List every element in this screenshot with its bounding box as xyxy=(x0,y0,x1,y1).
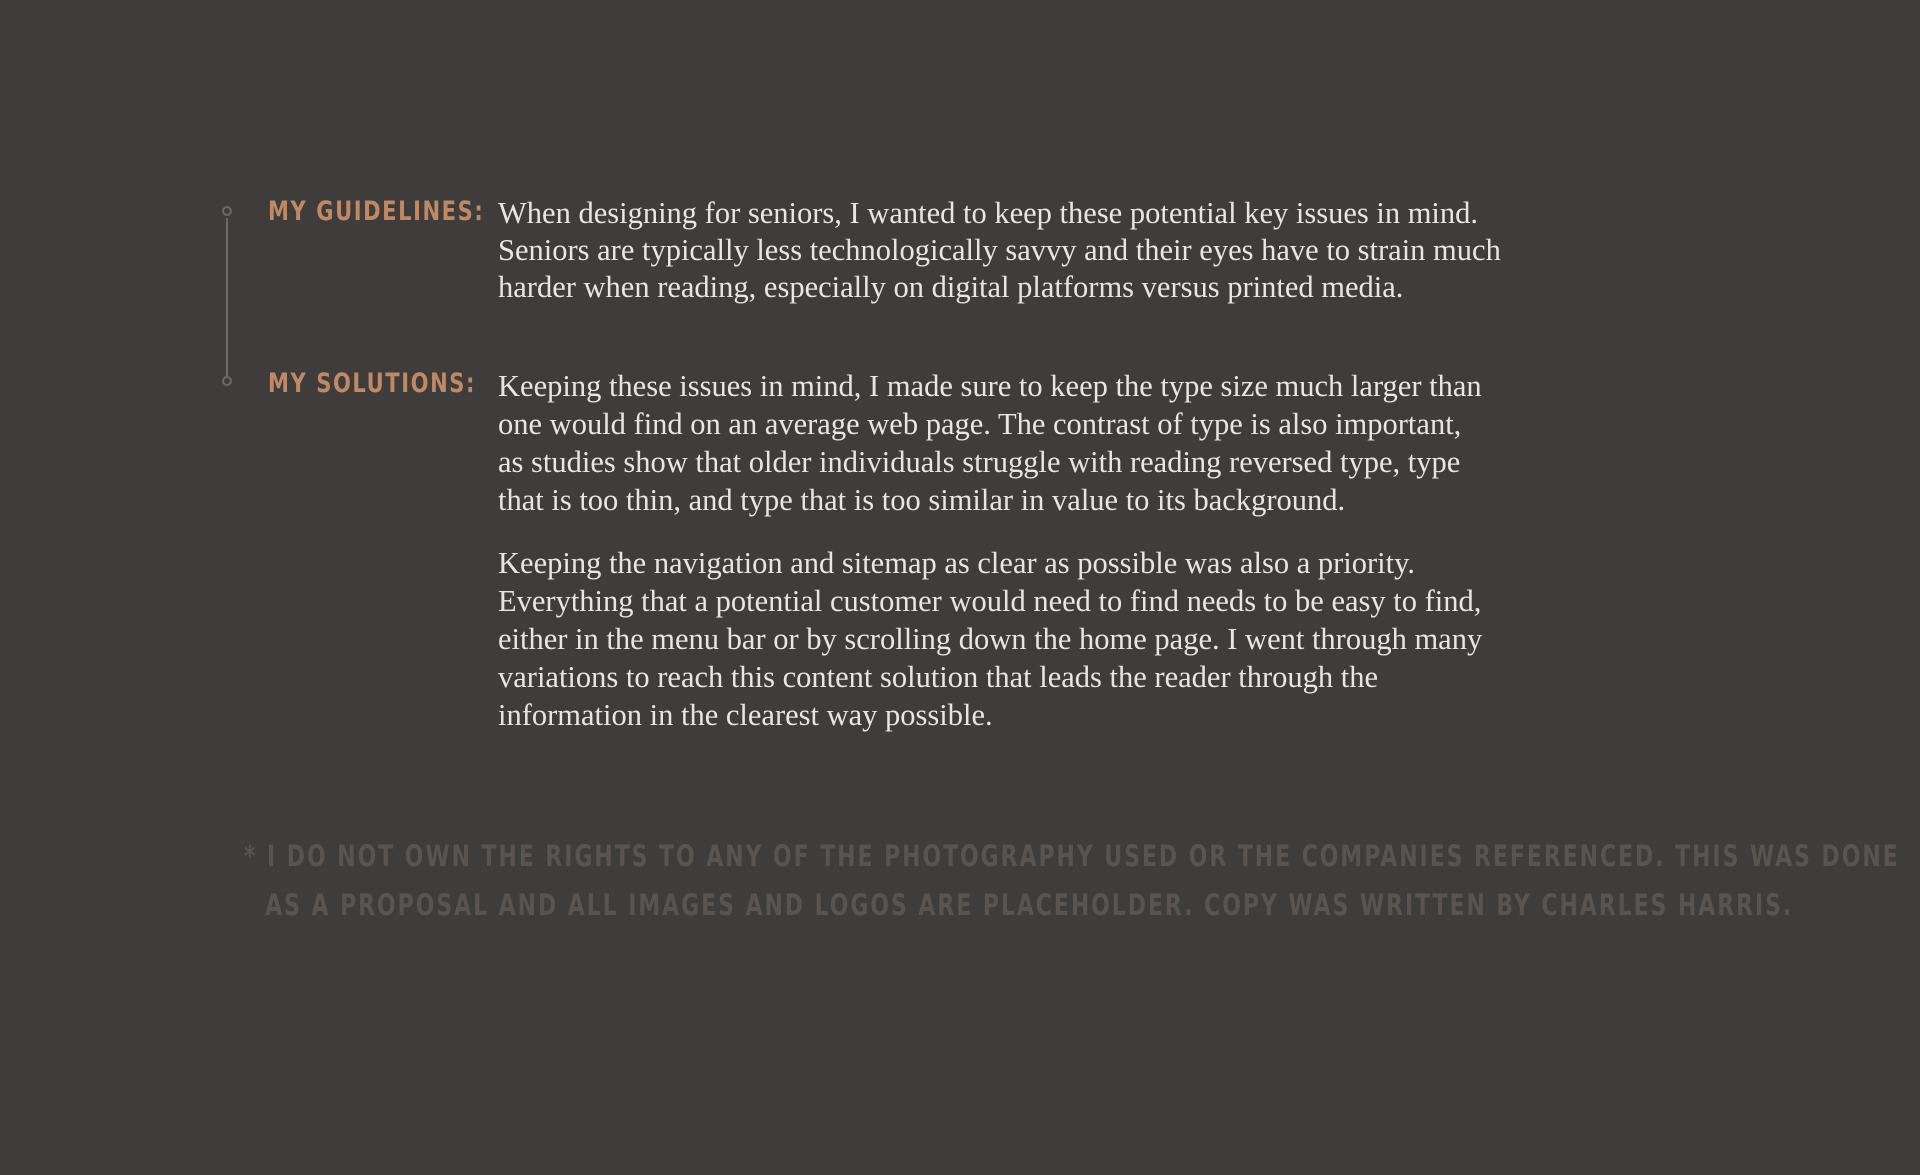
guidelines-line: When designing for seniors, I wanted to keep these potential key issues in mind. xyxy=(498,196,1479,230)
solutions-heading: MY SOLUTIONS: xyxy=(268,368,476,399)
guidelines-line: harder when reading, especially on digital platforms versus printed media. xyxy=(498,270,1404,304)
timeline-dot-solutions xyxy=(222,376,232,386)
solutions-line: Keeping the navigation and sitemap as clear as possible was also a priority. xyxy=(498,546,1415,580)
disclaimer-line-2: AS A PROPOSAL AND ALL IMAGES AND LOGOS ARE PLACEHOLDER. COPY WAS WRITTEN BY CHARLES HARRIS. xyxy=(265,888,1794,922)
disclaimer-line-1: * I DO NOT OWN THE RIGHTS TO ANY OF THE PHOTOGRAPHY USED OR THE COMPANIES REFERENCED. THIS WAS DONE xyxy=(244,839,1900,873)
guidelines-body xyxy=(498,195,1501,306)
timeline-line xyxy=(226,218,228,378)
disclaimer xyxy=(244,832,1900,930)
solutions-paragraph-1 xyxy=(498,367,1482,519)
solutions-line: that is too thin, and type that is too similar in value to its background. xyxy=(498,483,1346,517)
solutions-line: either in the menu bar or by scrolling down the home page. I went through many xyxy=(498,622,1483,656)
solutions-line: one would find on an average web page. The contrast of type is also important, xyxy=(498,407,1462,441)
solutions-line: Everything that a potential customer would need to find needs to be easy to find, xyxy=(498,584,1482,618)
solutions-paragraph-2 xyxy=(498,544,1482,734)
timeline-dot-guidelines xyxy=(222,206,232,216)
solutions-line: variations to reach this content solution that leads the reader through the xyxy=(498,660,1379,694)
guidelines-heading: MY GUIDELINES: xyxy=(268,196,485,227)
solutions-line: information in the clearest way possible. xyxy=(498,698,993,732)
guidelines-line: Seniors are typically less technologically savvy and their eyes have to strain much xyxy=(498,233,1501,267)
solutions-line: Keeping these issues in mind, I made sure to keep the type size much larger than xyxy=(498,369,1482,403)
solutions-line: as studies show that older individuals struggle with reading reversed type, type xyxy=(498,445,1461,479)
